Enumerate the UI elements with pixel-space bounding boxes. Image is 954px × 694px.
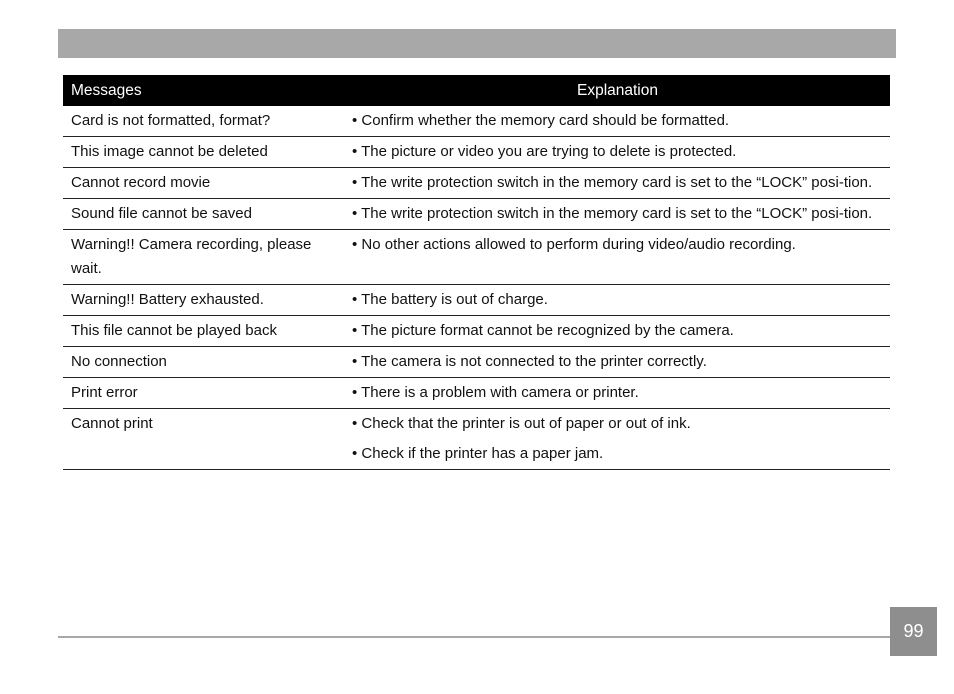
explanation-text: • The write protection switch in the memory card is set to the “LOCK” posi-tion. [352, 174, 873, 191]
message-cell: No connection [63, 347, 345, 378]
table-row [63, 285, 890, 316]
message-cell: Warning!! Camera recording, please wait. [63, 230, 345, 285]
message-cell: Card is not formatted, format? [63, 106, 345, 137]
column-header-messages: Messages [63, 75, 345, 106]
explanation-cell [345, 347, 890, 378]
message-cell: Cannot print [63, 409, 345, 470]
explanation-text: • No other actions allowed to perform during video/audio recording. [352, 236, 796, 253]
explanation-text: • The write protection switch in the memory card is set to the “LOCK” posi-tion. [352, 205, 873, 222]
message-cell: Print error [63, 378, 345, 409]
explanation-text: • The camera is not connected to the printer correctly. [352, 353, 707, 370]
explanation-cell [345, 106, 890, 137]
table-row [63, 199, 890, 230]
table-row [63, 137, 890, 168]
column-header-explanation: Explanation [345, 75, 890, 106]
explanation-text: • Check if the printer has a paper jam. [352, 445, 604, 462]
table-row [63, 378, 890, 409]
table-row [63, 316, 890, 347]
explanation-text: • The picture format cannot be recognized by the camera. [352, 322, 734, 339]
table-body [63, 106, 890, 470]
explanation-text: • Check that the printer is out of paper or out of ink. [352, 415, 691, 432]
message-cell: Sound file cannot be saved [63, 199, 345, 230]
message-cell: This image cannot be deleted [63, 137, 345, 168]
messages-table [63, 75, 890, 470]
explanation-cell [345, 316, 890, 347]
explanation-cell [345, 137, 890, 168]
explanation-cell [345, 168, 890, 199]
explanation-cell [345, 409, 890, 470]
table-row [63, 168, 890, 199]
explanation-text: • The battery is out of charge. [352, 291, 548, 308]
explanation-cell [345, 285, 890, 316]
explanation-text: • The picture or video you are trying to delete is protected. [352, 143, 737, 160]
table-row [63, 347, 890, 378]
message-cell: Cannot record movie [63, 168, 345, 199]
explanation-text: • There is a problem with camera or printer. [352, 384, 639, 401]
message-cell: This file cannot be played back [63, 316, 345, 347]
explanation-cell [345, 199, 890, 230]
header-bar [58, 29, 896, 58]
table-header-row [63, 75, 890, 106]
table-row [63, 409, 890, 470]
message-cell: Warning!! Battery exhausted. [63, 285, 345, 316]
explanation-cell [345, 378, 890, 409]
footer-rule [58, 636, 890, 638]
explanation-cell [345, 230, 890, 285]
table-row [63, 106, 890, 137]
explanation-text: • Confirm whether the memory card should be formatted. [352, 112, 730, 129]
table-row [63, 230, 890, 285]
page-number: 99 [890, 607, 937, 656]
